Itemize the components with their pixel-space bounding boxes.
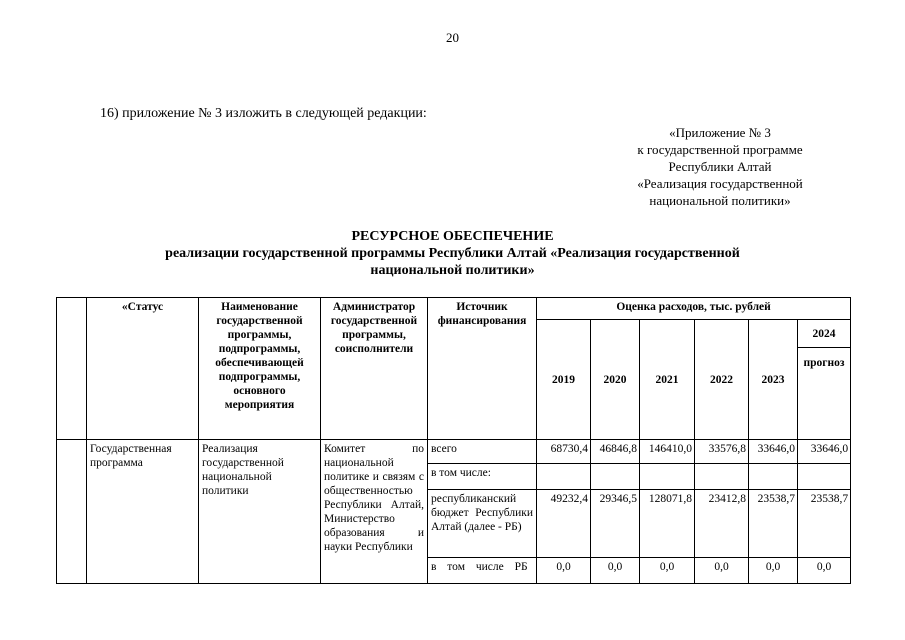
status-cell: Государственная программа bbox=[87, 440, 199, 584]
value-cell: 23538,7 bbox=[749, 490, 798, 558]
year-header: 2023 bbox=[749, 320, 798, 440]
value-cell: 23412,8 bbox=[695, 490, 749, 558]
cost-header: Оценка расходов, тыс. рублей bbox=[537, 298, 851, 320]
value-cell: 49232,4 bbox=[537, 490, 591, 558]
status-header: «Статус bbox=[87, 298, 199, 440]
name-header: Наименование государственной программы, подпрограммы, обеспечивающей подпрограммы, основного мероприятия bbox=[199, 298, 321, 440]
value-cell: 33646,0 bbox=[749, 440, 798, 464]
year-header: 2021 bbox=[640, 320, 695, 440]
year-header: 2022 bbox=[695, 320, 749, 440]
heading-line: РЕСУРСНОЕ ОБЕСПЕЧЕНИЕ bbox=[351, 229, 554, 244]
value-cell: 33576,8 bbox=[695, 440, 749, 464]
annex-line: Республики Алтай bbox=[668, 159, 772, 174]
value-cell: 128071,8 bbox=[640, 490, 695, 558]
value-cell: 23538,7 bbox=[798, 490, 851, 558]
admin-cell: Комитет по национальной политике и связям с общественностью Республики Алтай, Министерство образования и науки Республики bbox=[321, 440, 428, 584]
year-header: 2019 bbox=[537, 320, 591, 440]
blank-header-cell bbox=[57, 298, 87, 440]
value-cell: 0,0 bbox=[695, 558, 749, 584]
value-cell: 0,0 bbox=[640, 558, 695, 584]
year-header: 2024 bbox=[798, 320, 851, 348]
annex-line: «Приложение № 3 bbox=[669, 125, 771, 140]
value-cell: 46846,8 bbox=[591, 440, 640, 464]
value-cell: 146410,0 bbox=[640, 440, 695, 464]
value-cell bbox=[749, 464, 798, 490]
page-number: 20 bbox=[446, 30, 459, 45]
value-cell: 29346,5 bbox=[591, 490, 640, 558]
instruction-text: 16) приложение № 3 изложить в следующей редакции: bbox=[100, 106, 427, 121]
value-cell: 0,0 bbox=[798, 558, 851, 584]
value-cell: 68730,4 bbox=[537, 440, 591, 464]
value-cell bbox=[591, 464, 640, 490]
annex-line: национальной политики» bbox=[649, 193, 791, 208]
admin-header: Администратор государственной программы, соисполнители bbox=[321, 298, 428, 440]
year-header: 2020 bbox=[591, 320, 640, 440]
value-cell bbox=[695, 464, 749, 490]
value-cell bbox=[537, 464, 591, 490]
source-cell: республиканский бюджет Республики Алтай (далее - РБ) bbox=[428, 490, 537, 558]
blank-cell bbox=[57, 440, 87, 584]
source-cell: в том числе РБ bbox=[428, 558, 537, 584]
name-cell: Реализация государственной национальной политики bbox=[199, 440, 321, 584]
value-cell bbox=[798, 464, 851, 490]
forecast-label: прогноз bbox=[798, 348, 851, 440]
annex-line: «Реализация государственной bbox=[637, 176, 803, 191]
value-cell: 0,0 bbox=[537, 558, 591, 584]
heading-line: национальной политики» bbox=[370, 263, 535, 278]
annex-reference bbox=[600, 124, 840, 209]
heading-line: реализации государственной программы Республики Алтай «Реализация государственной bbox=[165, 246, 740, 261]
value-cell: 0,0 bbox=[749, 558, 798, 584]
document-heading bbox=[100, 228, 805, 279]
value-cell bbox=[640, 464, 695, 490]
source-cell: всего bbox=[428, 440, 537, 464]
source-cell: в том числе: bbox=[428, 464, 537, 490]
value-cell: 33646,0 bbox=[798, 440, 851, 464]
annex-line: к государственной программе bbox=[637, 142, 803, 157]
resource-table bbox=[56, 297, 851, 584]
source-header: Источник финансирования bbox=[428, 298, 537, 440]
value-cell: 0,0 bbox=[591, 558, 640, 584]
